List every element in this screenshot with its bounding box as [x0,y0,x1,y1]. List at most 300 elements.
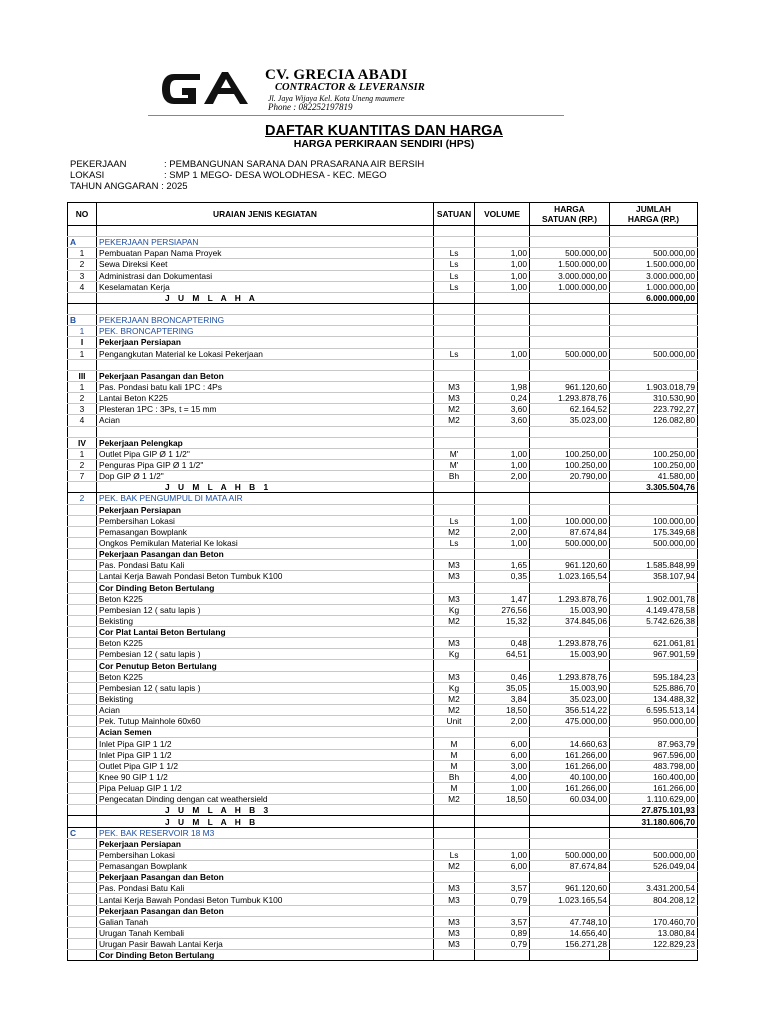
table-row [68,404,698,415]
cell-unit: Ls [434,270,475,281]
cell-unit: Unit [434,716,475,727]
cell-no [68,515,97,526]
cell-no: C [68,827,97,838]
cell-no [68,526,97,537]
info-label: PEKERJAAN [70,159,127,170]
table-row [68,615,698,626]
document-subtitle: HARGA PERKIRAAN SENDIRI (HPS) [293,138,475,150]
cell-description: Ongkos Pemikulan Material Ke lokasi [97,537,434,548]
table-row [68,448,698,459]
table-row [68,693,698,704]
cell-no [68,771,97,782]
cell-no: 1 [68,348,97,359]
cell-description: Sewa Direksi Keet [97,259,434,270]
cell-unit-price: 14.660,63 [530,738,610,749]
cell-total: 1.902.001,78 [610,593,698,604]
cell-unit [434,872,475,883]
cell-unit-price: 1.023.165,54 [530,894,610,905]
cell-unit-price: 100.250,00 [530,448,610,459]
cell-volume [475,359,530,370]
cell-volume [475,805,530,816]
column-header: HARGA SATUAN (RP.) [530,203,610,226]
cell-total: 967.901,59 [610,649,698,660]
cell-volume [475,337,530,348]
table-row [68,849,698,860]
cell-no [68,649,97,660]
cell-description: Pembuatan Papan Nama Proyek [97,248,434,259]
table-row [68,259,698,270]
table-row [68,794,698,805]
cell-description: Pekerjaan Persiapan [97,838,434,849]
subtotal-row [68,292,698,303]
cell-no: 4 [68,415,97,426]
cell-no [68,693,97,704]
cell-volume: 1,65 [475,560,530,571]
cell-volume: 0,46 [475,671,530,682]
cell-total: 134.488,32 [610,693,698,704]
cell-description: Pembesian 12 ( satu lapis ) [97,604,434,615]
cell-unit: M2 [434,526,475,537]
cell-unit-price: 1.500.000,00 [530,259,610,270]
cell-volume [475,838,530,849]
cell-unit-price: 156.271,28 [530,939,610,950]
cell-unit-price: 14.656,40 [530,927,610,938]
table-row [68,582,698,593]
cell-total [610,827,698,838]
cell-description [97,303,434,314]
cell-unit: Ls [434,281,475,292]
cell-no: 1 [68,248,97,259]
cell-unit [434,337,475,348]
cell-no [68,705,97,716]
cell-description: Cor Dinding Beton Bertulang [97,582,434,593]
cell-unit-price: 15.003,90 [530,649,610,660]
cell-volume: 3,60 [475,415,530,426]
cell-description: J U M L A H A [97,292,434,303]
cell-no [68,426,97,437]
cell-unit-price [530,660,610,671]
cell-total: 161.266,00 [610,783,698,794]
cell-unit: M' [434,448,475,459]
cell-volume [475,504,530,515]
cell-volume [475,727,530,738]
table-row [68,571,698,582]
cell-volume: 4,00 [475,771,530,782]
cell-total [610,727,698,738]
cell-unit-price: 161.266,00 [530,749,610,760]
cell-description: Lantai Kerja Bawah Pondasi Beton Tumbuk K100 [97,894,434,905]
table-row [68,226,698,237]
cell-description: Outlet Pipa GIP Ø 1 1/2" [97,448,434,459]
cell-unit: M3 [434,939,475,950]
cell-no [68,627,97,638]
cell-volume [475,816,530,827]
cell-description: Urugan Pasir Bawah Lantai Kerja [97,939,434,950]
cell-description: Pekerjaan Persiapan [97,337,434,348]
cell-description: Cor Plat Lantai Beton Bertulang [97,627,434,638]
cell-unit-price: 1.293.878,76 [530,593,610,604]
cell-no [68,805,97,816]
table-row [68,950,698,961]
column-header: NO [68,203,97,226]
cell-volume: 1,47 [475,593,530,604]
company-tagline: CONTRACTOR & LEVERANSIR [275,82,425,93]
cell-volume: 1,00 [475,448,530,459]
cell-unit-price [530,426,610,437]
cell-unit: Bh [434,471,475,482]
cell-unit: M3 [434,916,475,927]
info-tahun [70,181,188,192]
cell-total: 525.886,70 [610,682,698,693]
cell-no: 2 [68,493,97,504]
cell-no [68,560,97,571]
cell-description: Bekisting [97,615,434,626]
cell-unit [434,426,475,437]
company-logo [160,68,252,110]
cell-unit: M3 [434,638,475,649]
cell-unit [434,315,475,326]
cell-no: 4 [68,281,97,292]
cell-unit-price: 87.674,84 [530,526,610,537]
cell-volume: 276,56 [475,604,530,615]
table-row [68,905,698,916]
section-row [68,827,698,838]
cell-unit: M3 [434,894,475,905]
cell-volume [475,582,530,593]
cell-total [610,315,698,326]
cell-unit: Ls [434,259,475,270]
subtotal-row [68,482,698,493]
cell-unit: M2 [434,693,475,704]
cell-no [68,615,97,626]
subtotal-row [68,816,698,827]
cell-volume [475,370,530,381]
cell-total: 967.596,00 [610,749,698,760]
cell-description [97,359,434,370]
cell-description: Pembesian 12 ( satu lapis ) [97,682,434,693]
cell-unit: M [434,738,475,749]
info-value: : 2025 [161,181,188,192]
cell-no [68,292,97,303]
cell-description: Dop GIP Ø 1 1/2" [97,471,434,482]
cell-total: 100.250,00 [610,459,698,470]
table-row [68,326,698,337]
cell-total [610,660,698,671]
cell-no [68,794,97,805]
cell-unit-price: 35.023,00 [530,415,610,426]
cell-unit: M2 [434,861,475,872]
cell-description: Pekerjaan Pasangan dan Beton [97,370,434,381]
cell-unit: Ls [434,248,475,259]
cell-unit: Bh [434,771,475,782]
table-row [68,471,698,482]
cell-volume [475,627,530,638]
cell-no [68,760,97,771]
cell-volume [475,226,530,237]
cell-unit-price: 15.003,90 [530,604,610,615]
cell-total [610,905,698,916]
cell-total: 223.792,27 [610,404,698,415]
cell-unit: M3 [434,381,475,392]
cell-total: 87.963,79 [610,738,698,749]
cell-total [610,359,698,370]
cell-no [68,783,97,794]
table-row [68,459,698,470]
cell-description: Pembersihan Lokasi [97,849,434,860]
cell-unit: M2 [434,404,475,415]
cell-description: Knee 90 GIP 1 1/2 [97,771,434,782]
cell-description: Outlet Pipa GIP 1 1/2 [97,760,434,771]
cell-unit [434,359,475,370]
cell-description: Lantai Beton K225 [97,393,434,404]
table-row [68,838,698,849]
cell-unit [434,482,475,493]
cell-description: Plesteran 1PC : 3Ps, t = 15 mm [97,404,434,415]
cell-no [68,359,97,370]
cell-no [68,849,97,860]
cell-volume: 0,48 [475,638,530,649]
cell-no [68,905,97,916]
cell-volume: 1,00 [475,259,530,270]
cell-unit-price: 60.034,00 [530,794,610,805]
cell-no [68,660,97,671]
table-row [68,393,698,404]
cell-unit [434,303,475,314]
cell-unit-price [530,549,610,560]
cell-unit [434,292,475,303]
table-row [68,771,698,782]
table-row [68,716,698,727]
cell-description: PEK. BAK RESERVOIR 18 M3 [97,827,434,838]
cell-unit: M2 [434,415,475,426]
table-row [68,303,698,314]
table-row [68,627,698,638]
cell-unit: M3 [434,883,475,894]
cell-unit-price: 500.000,00 [530,248,610,259]
cell-description: Pembersihan Lokasi [97,515,434,526]
cell-total: 500.000,00 [610,537,698,548]
cell-unit-price [530,627,610,638]
cell-unit: M3 [434,393,475,404]
cell-total [610,237,698,248]
cell-total: 621.061,81 [610,638,698,649]
cell-total: 122.829,23 [610,939,698,950]
table-row [68,738,698,749]
cell-unit-price: 47.748,10 [530,916,610,927]
table-row [68,749,698,760]
cell-unit: M3 [434,671,475,682]
table-row [68,370,698,381]
cell-no: B [68,315,97,326]
cell-volume: 2,00 [475,526,530,537]
cell-unit-price [530,437,610,448]
info-value: : PEMBANGUNAN SARANA DAN PRASARANA AIR BERSIH [164,159,425,170]
cell-total [610,426,698,437]
cell-total: 126.082,80 [610,415,698,426]
table-row [68,660,698,671]
cell-unit-price: 161.266,00 [530,783,610,794]
cell-volume: 15,32 [475,615,530,626]
cell-total [610,950,698,961]
cell-total: 175.349,68 [610,526,698,537]
cell-description: Beton K225 [97,671,434,682]
cell-unit-price: 87.674,84 [530,861,610,872]
cell-unit-price: 100.250,00 [530,459,610,470]
cell-volume [475,549,530,560]
table-row [68,927,698,938]
cell-description: J U M L A H B 1 [97,482,434,493]
cell-description: PEKERJAAN PERSIAPAN [97,237,434,248]
table-row [68,537,698,548]
cell-no: I [68,337,97,348]
cell-volume [475,303,530,314]
cell-description: Pengecatan Dinding dengan cat weathersield [97,794,434,805]
info-label: TAHUN ANGGARAN [70,181,159,192]
cell-description: Keselamatan Kerja [97,281,434,292]
cell-volume: 18,50 [475,705,530,716]
cell-description: Inlet Pipa GIP 1 1/2 [97,738,434,749]
cell-no [68,816,97,827]
table-row [68,348,698,359]
cell-no: 1 [68,381,97,392]
cell-total: 595.184,23 [610,671,698,682]
cell-volume [475,315,530,326]
cell-volume: 1,00 [475,270,530,281]
cell-description: Inlet Pipa GIP 1 1/2 [97,749,434,760]
cell-unit [434,827,475,838]
table-row [68,883,698,894]
table-row [68,727,698,738]
cell-unit-price: 356.514,22 [530,705,610,716]
table-row [68,281,698,292]
cell-unit [434,504,475,515]
cell-no [68,303,97,314]
cell-unit: M' [434,459,475,470]
cell-unit: M [434,749,475,760]
cell-total [610,872,698,883]
cell-volume: 0,79 [475,894,530,905]
cell-unit [434,237,475,248]
cell-no: IV [68,437,97,448]
cell-total [610,582,698,593]
cell-unit [434,805,475,816]
cell-description: Pekerjaan Pasangan dan Beton [97,549,434,560]
cell-total: 500.000,00 [610,248,698,259]
cell-description: Pekerjaan Pasangan dan Beton [97,872,434,883]
cell-unit-price: 961.120,60 [530,560,610,571]
cell-volume: 0,89 [475,927,530,938]
cell-volume: 3,60 [475,404,530,415]
cell-unit-price: 500.000,00 [530,849,610,860]
info-value: : SMP 1 MEGO- DESA WOLODHESA - KEC. MEGO [164,170,387,181]
cell-total [610,493,698,504]
cell-unit-price: 1.293.878,76 [530,393,610,404]
table-row [68,549,698,560]
cell-total [610,549,698,560]
cell-total: 13.080,84 [610,927,698,938]
table-row [68,359,698,370]
cell-volume: 18,50 [475,794,530,805]
cell-total [610,326,698,337]
cell-unit-price [530,237,610,248]
cell-no [68,738,97,749]
cell-unit-price: 961.120,60 [530,883,610,894]
cell-unit: Ls [434,537,475,548]
cell-description [97,226,434,237]
cell-unit-price [530,816,610,827]
cell-total: 3.431.200,54 [610,883,698,894]
cell-description: Acian Semen [97,727,434,738]
cell-no [68,226,97,237]
cell-description: Acian [97,415,434,426]
table-row [68,270,698,281]
cell-total: 358.107,94 [610,571,698,582]
cell-volume: 3,57 [475,916,530,927]
cell-unit-price: 100.000,00 [530,515,610,526]
table-row [68,381,698,392]
cell-total: 483.798,00 [610,760,698,771]
cell-unit-price: 961.120,60 [530,381,610,392]
subtotal-row [68,805,698,816]
cell-volume: 35,05 [475,682,530,693]
cell-total: 1.500.000,00 [610,259,698,270]
cell-description: Pipa Peluap GIP 1 1/2 [97,783,434,794]
cell-unit [434,493,475,504]
cell-description: Cor Dinding Beton Bertulang [97,950,434,961]
cell-total: 804.208,12 [610,894,698,905]
table-row [68,515,698,526]
cell-unit-price [530,326,610,337]
column-header: SATUAN [434,203,475,226]
cell-unit-price: 40.100,00 [530,771,610,782]
cell-total: 500.000,00 [610,849,698,860]
cell-unit-price: 1.000.000,00 [530,281,610,292]
cell-description: J U M L A H B 3 [97,805,434,816]
cell-description: Cor Penutup Beton Bertulang [97,660,434,671]
cell-unit: M [434,783,475,794]
cell-volume: 1,00 [475,515,530,526]
cell-description: Beton K225 [97,638,434,649]
cell-no: 2 [68,259,97,270]
cell-volume: 1,00 [475,783,530,794]
table-row [68,916,698,927]
cell-volume: 2,00 [475,471,530,482]
letterhead-divider [148,115,564,116]
cell-unit: M2 [434,705,475,716]
cell-unit: Ls [434,515,475,526]
cell-no: 7 [68,471,97,482]
cell-unit-price [530,370,610,381]
column-header: URAIAN JENIS KEGIATAN [97,203,434,226]
table-row [68,426,698,437]
cell-no [68,916,97,927]
cell-volume [475,326,530,337]
table-row [68,560,698,571]
table-row [68,872,698,883]
cell-unit-price: 500.000,00 [530,348,610,359]
cell-volume: 0,79 [475,939,530,950]
cell-total: 170.460,70 [610,916,698,927]
table-row [68,248,698,259]
info-label: LOKASI [70,170,105,181]
table-row [68,638,698,649]
cell-no [68,549,97,560]
cell-total: 5.742.626,38 [610,615,698,626]
cell-volume [475,493,530,504]
cell-volume [475,827,530,838]
info-pekerjaan [70,159,424,170]
cell-volume: 1,00 [475,348,530,359]
